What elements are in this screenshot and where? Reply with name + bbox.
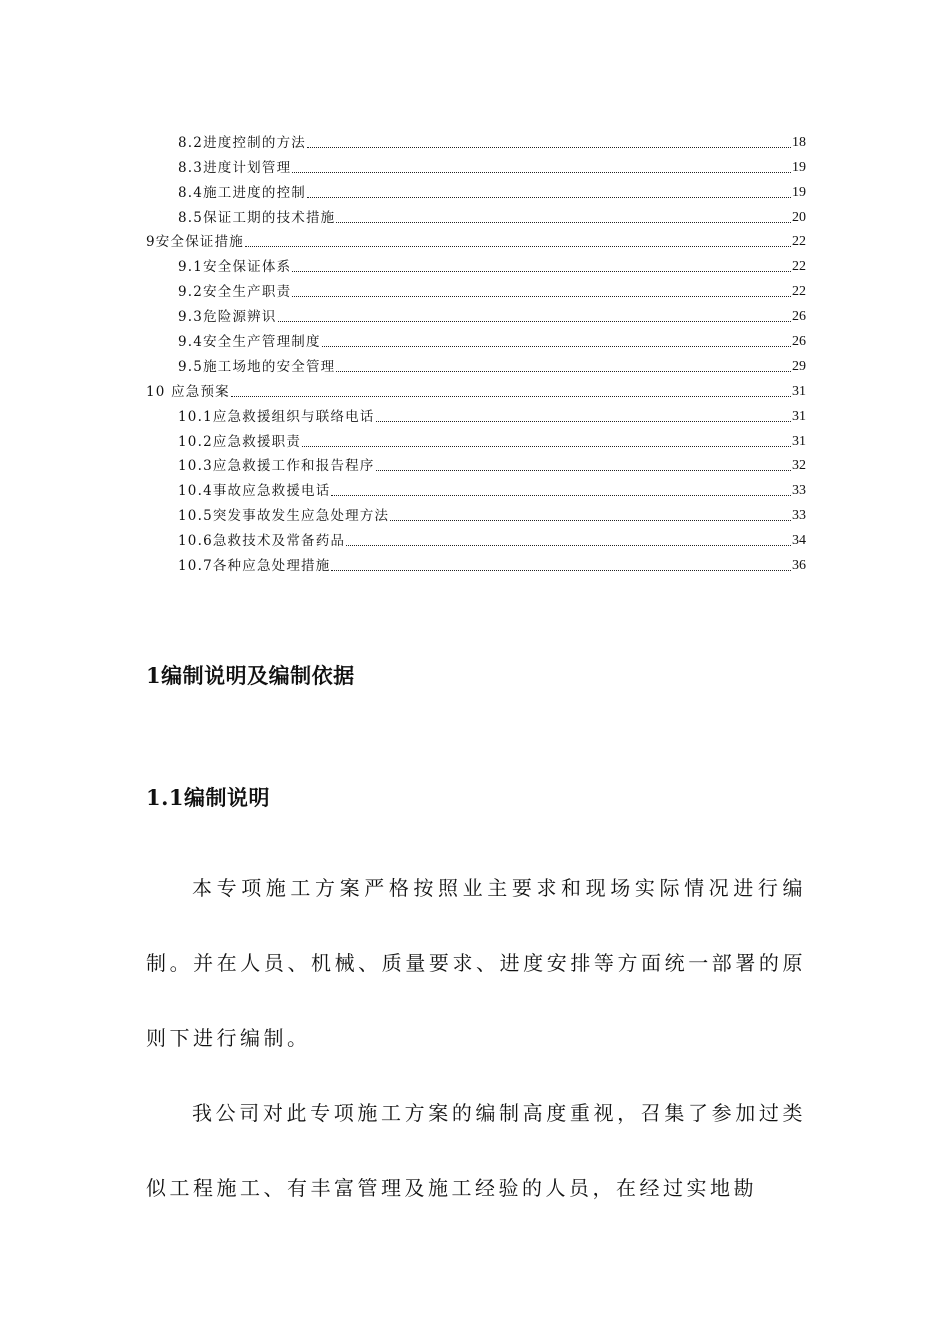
toc-dot-leader — [292, 296, 791, 297]
toc-entry[interactable] — [146, 202, 806, 227]
toc-page-number: 19 — [792, 159, 806, 175]
toc-page-number: 18 — [792, 134, 806, 150]
toc-entry[interactable] — [146, 550, 806, 575]
section-heading: 1编制说明及编制依据 — [146, 663, 355, 688]
toc-dot-leader — [302, 446, 791, 447]
toc-entry-label: 9.3危险源辨识 — [178, 309, 277, 326]
toc-dot-leader — [307, 147, 791, 148]
toc-dot-leader — [346, 545, 791, 546]
body-paragraph: 本专项施工方案严格按照业主要求和现场实际情况进行编制。并在人员、机械、质量要求、进度安排等方面统一部署的原则下进行编制。 — [146, 876, 806, 1050]
toc-page-number: 31 — [792, 383, 806, 399]
toc-entry-label: 10.3应急救援工作和报告程序 — [178, 458, 375, 475]
toc-page-number: 33 — [792, 483, 806, 499]
toc-entry-label: 8.2进度控制的方法 — [178, 134, 306, 151]
toc-entry[interactable] — [146, 376, 806, 401]
toc-page-number: 34 — [792, 533, 806, 549]
toc-entry-label: 10.1应急救援组织与联络电话 — [178, 408, 375, 425]
body-paragraph: 我公司对此专项施工方案的编制高度重视，召集了参加过类似工程施工、有丰富管理及施工经验的人员，在经过实地勘 — [146, 1101, 806, 1200]
toc-dot-leader — [278, 321, 791, 322]
toc-entry-label: 9安全保证措施 — [146, 234, 244, 251]
toc-dot-leader — [331, 570, 791, 571]
toc-dot-leader — [292, 172, 791, 173]
toc-entry[interactable] — [146, 177, 806, 202]
subsection-heading: 1.1编制说明 — [146, 785, 271, 810]
toc-page-number: 26 — [792, 309, 806, 325]
toc-page-number: 29 — [792, 358, 806, 374]
toc-entry-label: 8.3进度计划管理 — [178, 159, 292, 176]
toc-page-number: 22 — [792, 234, 806, 250]
toc-entry-label: 10 应急预案 — [146, 383, 230, 400]
toc-entry-label: 10.7各种应急处理措施 — [178, 558, 331, 575]
toc-entry-label: 8.4施工进度的控制 — [178, 184, 306, 201]
toc-entry[interactable] — [146, 475, 806, 500]
toc-entry-label: 8.5保证工期的技术措施 — [178, 209, 336, 226]
toc-entry-label: 9.5施工场地的安全管理 — [178, 358, 336, 375]
toc-entry[interactable] — [146, 276, 806, 301]
toc-entry-label: 10.5突发事故发生应急处理方法 — [178, 508, 390, 525]
toc-page-number: 26 — [792, 334, 806, 350]
toc-page-number: 19 — [792, 184, 806, 200]
toc-dot-leader — [231, 396, 791, 397]
toc-entry[interactable] — [146, 500, 806, 525]
toc-entry[interactable] — [146, 401, 806, 426]
toc-entry[interactable] — [146, 525, 806, 550]
toc-entry-label: 9.1安全保证体系 — [178, 259, 292, 276]
toc-entry-label: 10.4事故应急救援电话 — [178, 483, 331, 500]
toc-entry[interactable] — [146, 227, 806, 252]
toc-entry-label: 9.4安全生产管理制度 — [178, 334, 321, 351]
toc-page-number: 31 — [792, 433, 806, 449]
toc-entry[interactable] — [146, 451, 806, 476]
toc-dot-leader — [376, 470, 791, 471]
toc-entry[interactable] — [146, 351, 806, 376]
toc-page-number: 33 — [792, 508, 806, 524]
toc-page-number: 31 — [792, 408, 806, 424]
toc-dot-leader — [390, 520, 791, 521]
toc-entry-label: 9.2安全生产职责 — [178, 284, 292, 301]
toc-entry[interactable] — [146, 251, 806, 276]
toc-dot-leader — [336, 371, 791, 372]
table-of-contents — [146, 127, 806, 575]
toc-entry[interactable] — [146, 426, 806, 451]
toc-entry[interactable] — [146, 152, 806, 177]
toc-page-number: 20 — [792, 209, 806, 225]
toc-dot-leader — [245, 246, 791, 247]
toc-dot-leader — [307, 197, 791, 198]
toc-entry[interactable] — [146, 301, 806, 326]
toc-entry-label: 10.6急救技术及常备药品 — [178, 533, 346, 550]
toc-entry[interactable] — [146, 127, 806, 152]
toc-page-number: 22 — [792, 284, 806, 300]
toc-dot-leader — [292, 271, 791, 272]
toc-dot-leader — [331, 495, 791, 496]
toc-dot-leader — [322, 346, 791, 347]
toc-dot-leader — [376, 421, 791, 422]
toc-page-number: 36 — [792, 558, 806, 574]
toc-entry-label: 10.2应急救援职责 — [178, 433, 302, 450]
toc-dot-leader — [336, 222, 791, 223]
toc-page-number: 22 — [792, 259, 806, 275]
toc-entry[interactable] — [146, 326, 806, 351]
toc-page-number: 32 — [792, 458, 806, 474]
